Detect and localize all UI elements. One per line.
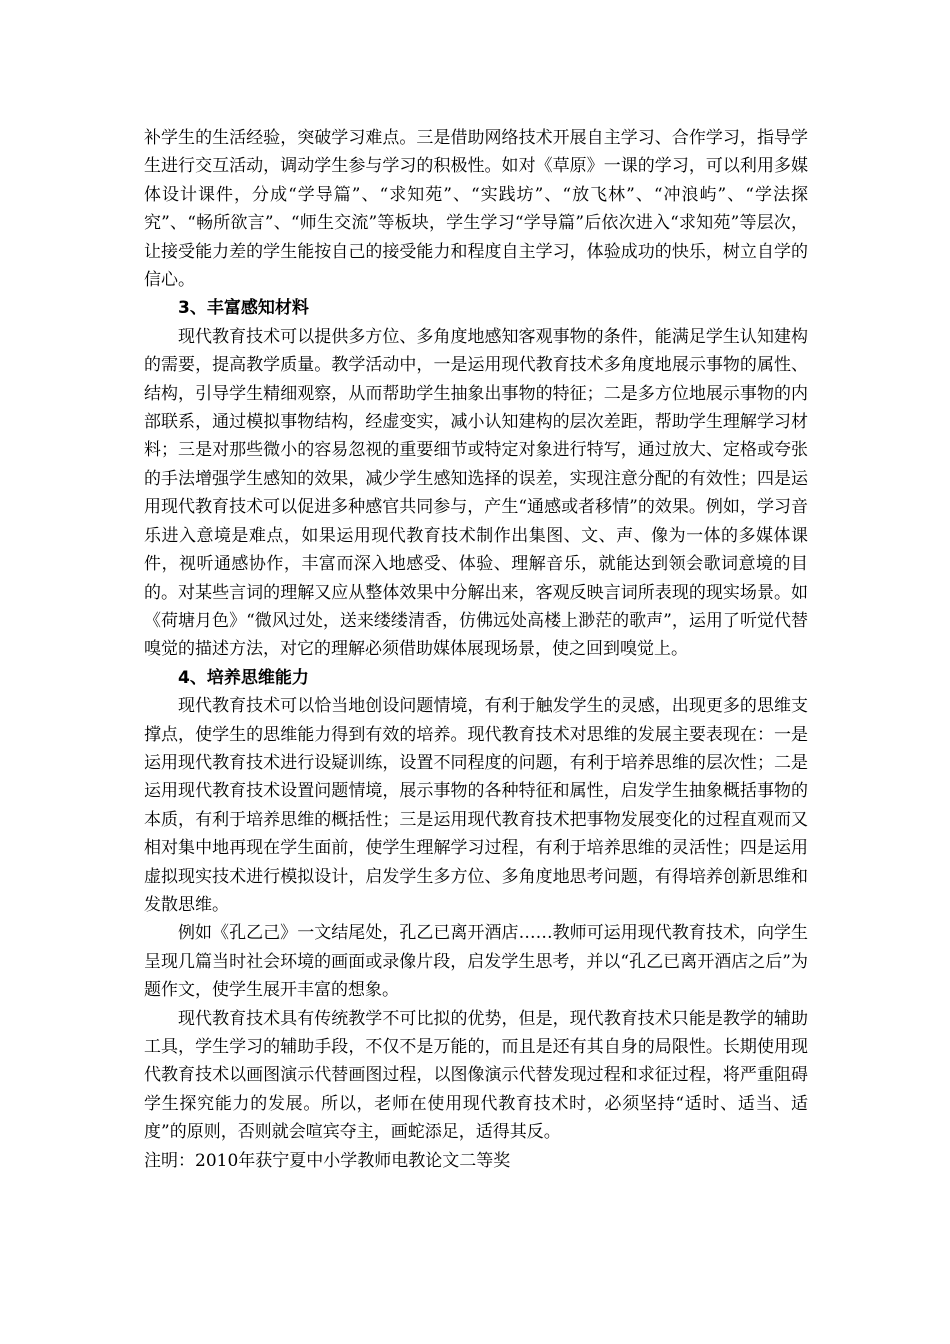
document-body bbox=[144, 124, 808, 1175]
paragraph-continued: 补学生的生活经验，突破学习难点。三是借助网络技术开展自主学习、合作学习，指导学生进行交互活动，调动学生参与学习的积极性。如对《草原》一课的学习，可以利用多媒体设计课件，分成“学导篇”、“求知苑”、“实践坊”、“放飞林”、“冲浪屿”、“学法探究”、“畅所欲言”、“师生交流”等板块，学生学习“学导篇”后依次进入“求知苑”等层次，让接受能力差的学生能按自己的接受能力和程度自主学习，体验成功的快乐，树立自学的信心。 bbox=[144, 128, 808, 291]
paragraph-conclusion: 现代教育技术具有传统教学不可比拟的优势，但是，现代教育技术只能是教学的辅助工具，学生学习的辅助手段，不仅不是万能的，而且是还有其自身的局限性。长期使用现代教育技术以画图演示代替画图过程，以图像演示代替发现过程和求征过程，将严重阻碍学生探究能力的发展。所以，老师在使用现代教育技术时，必须坚持“适时、适当、适度”的原则，否则就会喧宾夺主，画蛇添足，适得其反。 bbox=[144, 1008, 808, 1143]
award-note: 注明：2010年获宁夏中小学教师电教论文二等奖 bbox=[144, 1150, 511, 1171]
paragraph-thinking: 现代教育技术可以恰当地创设问题情境，有利于触发学生的灵感，出现更多的思维支撑点，使学生的思维能力得到有效的培养。现代教育技术对思维的发展主要表现在：一是运用现代教育技术进行设疑训练，设置不同程度的问题，有利于培养思维的层次性；二是运用现代教育技术设置问题情境，展示事物的各种特征和属性，启发学生抽象概括事物的本质，有利于培养思维的概括性；三是运用现代教育技术把事物发展变化的过程直观而又相对集中地再现在学生面前，使学生理解学习过程，有利于培养思维的灵活性；四是运用虚拟现实技术进行模拟设计，启发学生多方位、多角度地思考问题，有得培养创新思维和发散思维。 bbox=[144, 696, 808, 915]
section-heading-3: 3、丰富感知材料 bbox=[178, 298, 309, 319]
paragraph-example: 例如《孔乙己》一文结尾处，孔乙已离开酒店……教师可运用现代教育技术，向学生呈现几篇当时社会环境的画面或录像片段，启发学生思考，并以“孔乙已离开酒店之后”为题作文，使学生展开丰富的想象。 bbox=[144, 923, 808, 1001]
section-heading-4: 4、培养思维能力 bbox=[178, 667, 309, 688]
paragraph-perception: 现代教育技术可以提供多方位、多角度地感知客观事物的条件，能满足学生认知建构的需要，提高教学质量。教学活动中，一是运用现代教育技术多角度地展示事物的属性、结构，引导学生精细观察，从而帮助学生抽象出事物的特征；二是多方位地展示事物的内部联系，通过模拟事物结构，经虚变实，减小认知建构的层次差距，帮助学生理解学习材料；三是对那些微小的容易忽视的重要细节或特定对象进行特写，通过放大、定格或夸张的手法增强学生感知的效果，减少学生感知选择的误差，实现注意分配的有效性；四是运用现代教育技术可以促进多种感官共同参与，产生“通感或者移情”的效果。例如，学习音乐进入意境是难点，如果运用现代教育技术制作出集图、文、声、像为一体的多媒体课件，视听通感协作，丰富而深入地感受、体验、理解音乐，就能达到领会歌词意境的目的。对某些言词的理解又应从整体效果中分解出来，客观反映言词所表现的现实场景。如《荷塘月色》“微风过处，送来缕缕清香，仿佛远处高楼上渺茫的歌声”，运用了听觉代替嗅觉的描述方法，对它的理解必须借助媒体展现场景，使之回到嗅觉上。 bbox=[144, 326, 808, 660]
